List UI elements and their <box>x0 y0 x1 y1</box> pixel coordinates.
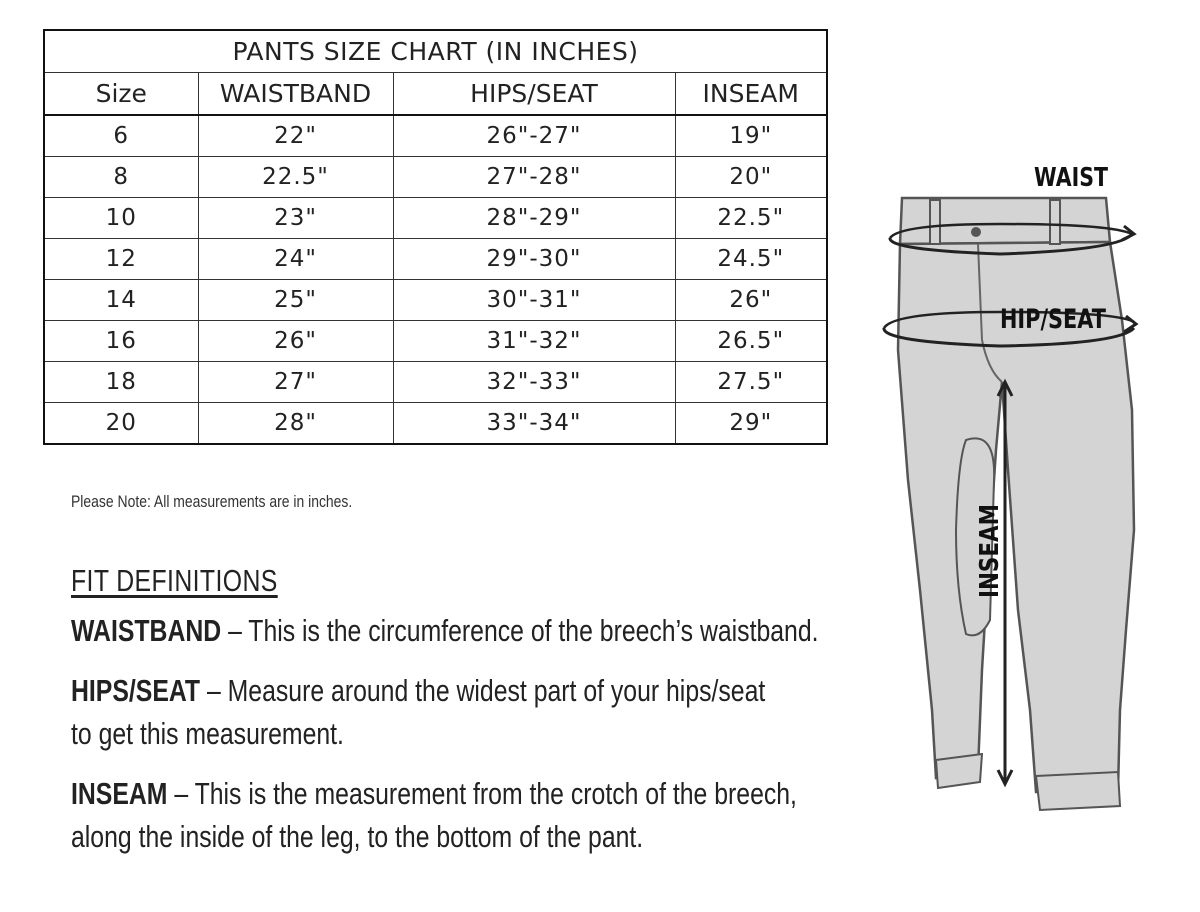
waistband-cell: 22.5" <box>198 157 393 198</box>
inseam-text: – This is the measurement from the crotch of the breech, <box>167 776 797 811</box>
pants-diagram <box>870 150 1170 830</box>
inseam-cell: 26.5" <box>675 321 827 362</box>
fit-definitions-heading: FIT DEFINITIONS <box>71 563 278 598</box>
size-cell: 10 <box>44 198 198 239</box>
waistband-cell: 28" <box>198 403 393 445</box>
hips-seat-cell: 33"-34" <box>393 403 675 445</box>
inseam-term: INSEAM <box>71 776 168 811</box>
table-row <box>44 321 827 362</box>
hips-text: – Measure around the widest part of your hips/seat <box>200 673 766 708</box>
hips-seat-cell: 27"-28" <box>393 157 675 198</box>
table-row <box>44 403 827 445</box>
size-cell: 12 <box>44 239 198 280</box>
size-cell: 14 <box>44 280 198 321</box>
inseam-cell: 27.5" <box>675 362 827 403</box>
table-header-row <box>44 73 827 116</box>
inseam-cell: 22.5" <box>675 198 827 239</box>
inseam-definition <box>71 772 797 815</box>
size-chart-table <box>43 29 828 445</box>
size-cell: 20 <box>44 403 198 445</box>
size-cell: 18 <box>44 362 198 403</box>
hips-definition <box>71 669 791 712</box>
table-row <box>44 157 827 198</box>
inseam-cell: 24.5" <box>675 239 827 280</box>
size-cell: 16 <box>44 321 198 362</box>
waistband-term: WAISTBAND <box>71 613 222 648</box>
hips-seat-cell: 32"-33" <box>393 362 675 403</box>
inseam-label: INSEAM <box>975 484 1005 598</box>
button-icon <box>971 227 981 237</box>
waistband-definition <box>71 609 819 652</box>
waistband-cell: 26" <box>198 321 393 362</box>
waistband-cell: 27" <box>198 362 393 403</box>
waistband-text: – This is the circumference of the breech’s waistband. <box>221 613 819 648</box>
waistband-cell: 25" <box>198 280 393 321</box>
waistband-cell: 22" <box>198 115 393 157</box>
waistband-cell: 24" <box>198 239 393 280</box>
inseam-cell: 20" <box>675 157 827 198</box>
hips-definition-line2: to get this measurement. <box>71 716 344 751</box>
fit-definitions <box>71 563 819 858</box>
pants-illustration <box>898 198 1134 810</box>
header-waistband: WAISTBAND <box>198 73 393 116</box>
waistband-cell: 23" <box>198 198 393 239</box>
hips-seat-cell: 28"-29" <box>393 198 675 239</box>
left-cuff <box>936 754 982 788</box>
inseam-cell: 26" <box>675 280 827 321</box>
hips-seat-cell: 30"-31" <box>393 280 675 321</box>
inseam-cell: 29" <box>675 403 827 445</box>
table-row <box>44 280 827 321</box>
belt-loop-left <box>930 200 940 244</box>
header-hips-seat: HIPS/SEAT <box>393 73 675 116</box>
table-row <box>44 115 827 157</box>
inseam-cell: 19" <box>675 115 827 157</box>
table-row <box>44 239 827 280</box>
table-row <box>44 198 827 239</box>
header-inseam: INSEAM <box>675 73 827 116</box>
hips-seat-cell: 26"-27" <box>393 115 675 157</box>
table-row <box>44 362 827 403</box>
size-cell: 6 <box>44 115 198 157</box>
hips-seat-cell: 29"-30" <box>393 239 675 280</box>
measurement-note: Please Note: All measurements are in inches. <box>71 492 353 511</box>
waist-label: WAIST <box>1034 163 1109 193</box>
hip-seat-label: HIP/SEAT <box>1000 304 1107 335</box>
right-cuff <box>1036 772 1120 810</box>
belt-loop-right <box>1050 200 1060 244</box>
hips-seat-cell: 31"-32" <box>393 321 675 362</box>
hips-term: HIPS/SEAT <box>71 673 201 708</box>
header-size: Size <box>44 73 198 116</box>
size-cell: 8 <box>44 157 198 198</box>
inseam-definition-line2: along the inside of the leg, to the bottom of the pant. <box>71 819 644 854</box>
table-title: PANTS SIZE CHART (IN INCHES) <box>44 30 827 73</box>
